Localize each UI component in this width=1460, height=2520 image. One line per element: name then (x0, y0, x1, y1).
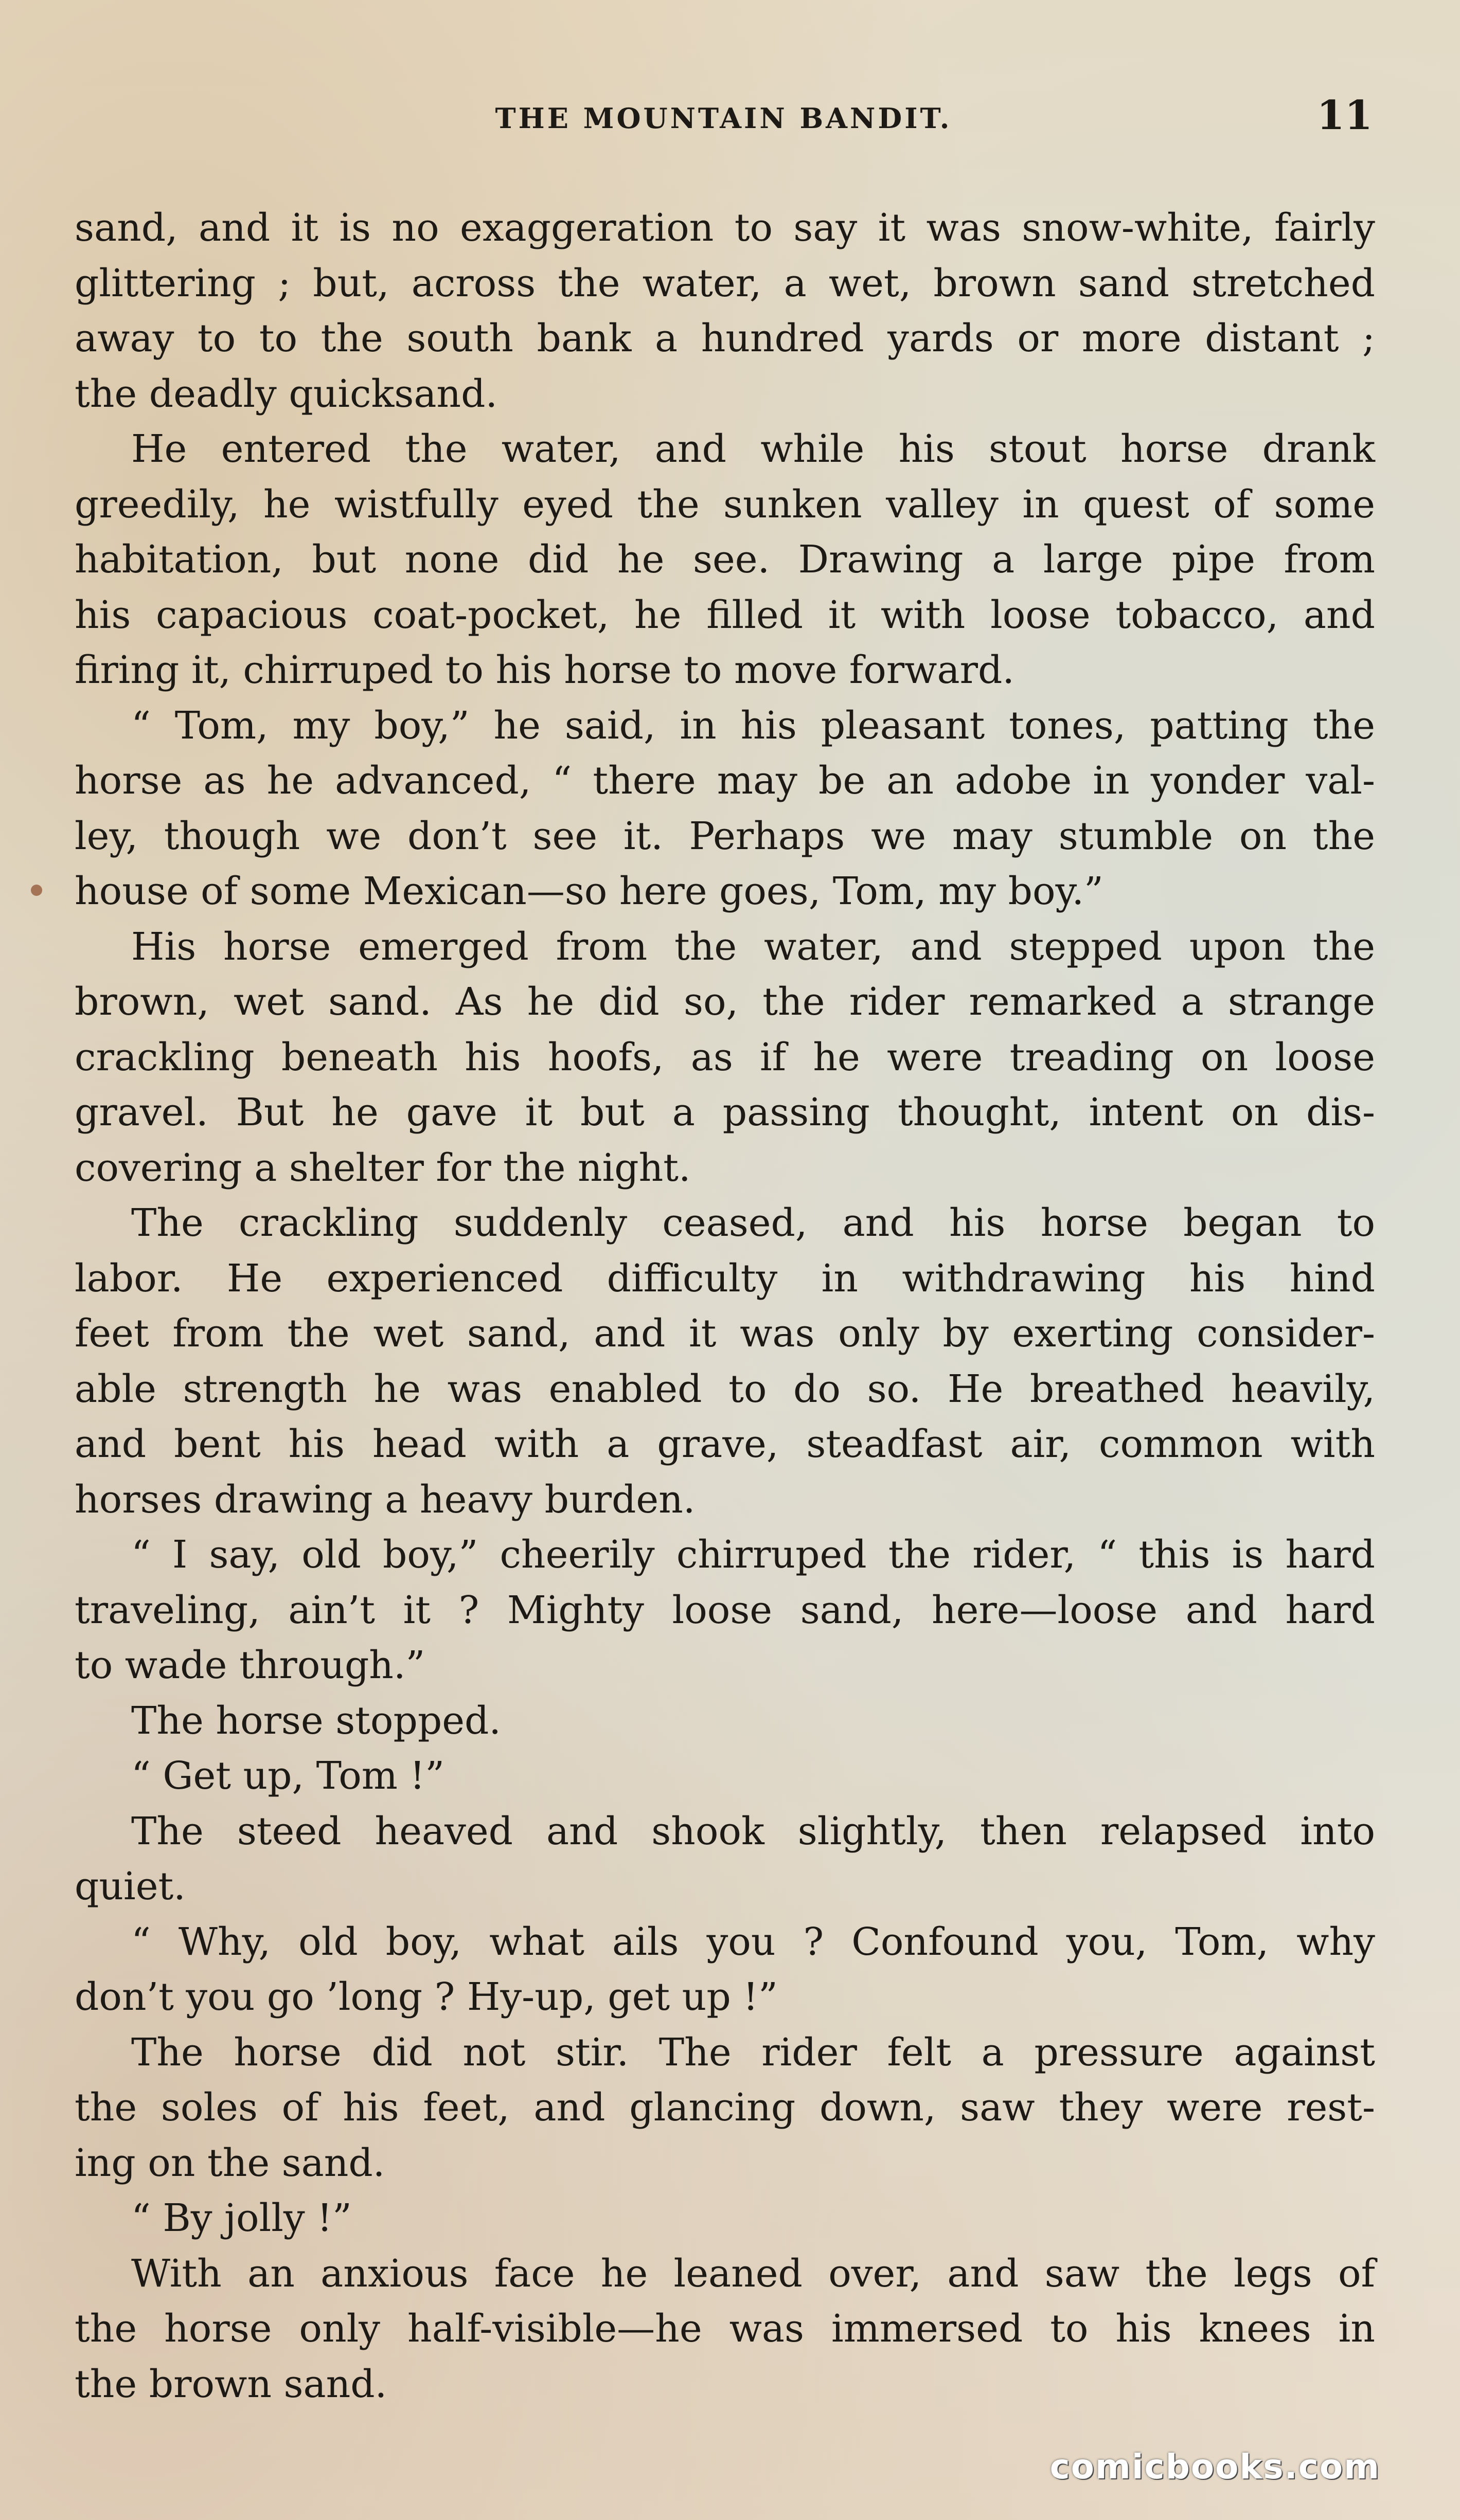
text-line: “ Why, old boy, what ails you ? Confound you, Tom, why (131, 1919, 1375, 1964)
text-line: don’t you go ’long ? Hy-up, get up !” (75, 1975, 778, 2019)
text-line: crackling beneath his hoofs, as if he were treading on loose (75, 1035, 1375, 1079)
text-line: horse as he advanced, “ there may be an adobe in yonder val- (75, 759, 1375, 803)
text-line: horses drawing a heavy burden. (75, 1477, 696, 1522)
text-line: his capacious coat-pocket, he filled it with loose tobacco, and (75, 592, 1375, 637)
text-line: feet from the wet sand, and it was only by exerting consider- (75, 1311, 1375, 1356)
text-line: the horse only half-visible—he was immersed to his knees in (75, 2307, 1375, 2351)
text-line: “ Tom, my boy,” he said, in his pleasant tones, patting the (131, 703, 1375, 748)
text-line: His horse emerged from the water, and stepped upon the (131, 924, 1375, 969)
text-line: to wade through.” (75, 1643, 425, 1687)
text-line: He entered the water, and while his stout horse drank (131, 427, 1375, 471)
text-line: “ I say, old boy,” cheerily chirruped the rider, “ this is hard (131, 1533, 1375, 1577)
text-line: The horse did not stir. The rider felt a pressure against (131, 2030, 1375, 2075)
text-line: The horse stopped. (131, 1698, 501, 1743)
text-line: The steed heaved and shook slightly, then relapsed into (131, 1809, 1375, 1853)
text-line: firing it, chirruped to his horse to move forward. (75, 648, 1014, 692)
ink-stain (31, 885, 42, 896)
text-line: house of some Mexican—so here goes, Tom, my boy.” (75, 869, 1103, 913)
text-line: glittering ; but, across the water, a wet, brown sand stretched (75, 261, 1375, 305)
text-line: quiet. (75, 1864, 186, 1909)
body-text (75, 201, 1375, 2412)
text-line: sand, and it is no exaggeration to say it was snow-white, fairly (75, 206, 1375, 250)
text-line: covering a shelter for the night. (75, 1145, 691, 1190)
text-line: “ By jolly !” (131, 2196, 352, 2240)
text-line: away to to the south bank a hundred yards or more distant ; (75, 316, 1375, 361)
text-line: brown, wet sand. As he did so, the rider remarked a strange (75, 980, 1375, 1024)
text-line: gravel. But he gave it but a passing thought, intent on dis- (75, 1090, 1375, 1135)
page-header (75, 92, 1373, 139)
text-line: With an anxious face he leaned over, and saw the legs of (131, 2251, 1375, 2296)
watermark: comicbooks.com (1049, 2447, 1380, 2487)
text-line: ley, though we don’t see it. Perhaps we may stumble on the (75, 814, 1375, 858)
text-line: the brown sand. (75, 2362, 387, 2406)
text-line: and bent his head with a grave, steadfast air, common with (75, 1422, 1375, 1466)
text-line: ing on the sand. (75, 2140, 385, 2185)
text-line: able strength he was enabled to do so. He breathed heavily, (75, 1366, 1375, 1411)
text-line: greedily, he wistfully eyed the sunken valley in quest of some (75, 482, 1375, 527)
text-line: the soles of his feet, and glancing down, saw they were rest- (75, 2085, 1375, 2130)
running-head: THE MOUNTAIN BANDIT. (495, 102, 952, 135)
text-line: traveling, ain’t it ? Mighty loose sand, here—loose and hard (75, 1588, 1375, 1632)
text-line: “ Get up, Tom !” (131, 1754, 445, 1798)
text-line: the deadly quicksand. (75, 371, 497, 416)
text-line: labor. He experienced difficulty in withdrawing his hind (75, 1256, 1375, 1301)
page-number: 11 (1316, 92, 1373, 139)
text-line: The crackling suddenly ceased, and his horse began to (131, 1201, 1375, 1245)
text-line: habitation, but none did he see. Drawing a large pipe from (75, 537, 1375, 582)
